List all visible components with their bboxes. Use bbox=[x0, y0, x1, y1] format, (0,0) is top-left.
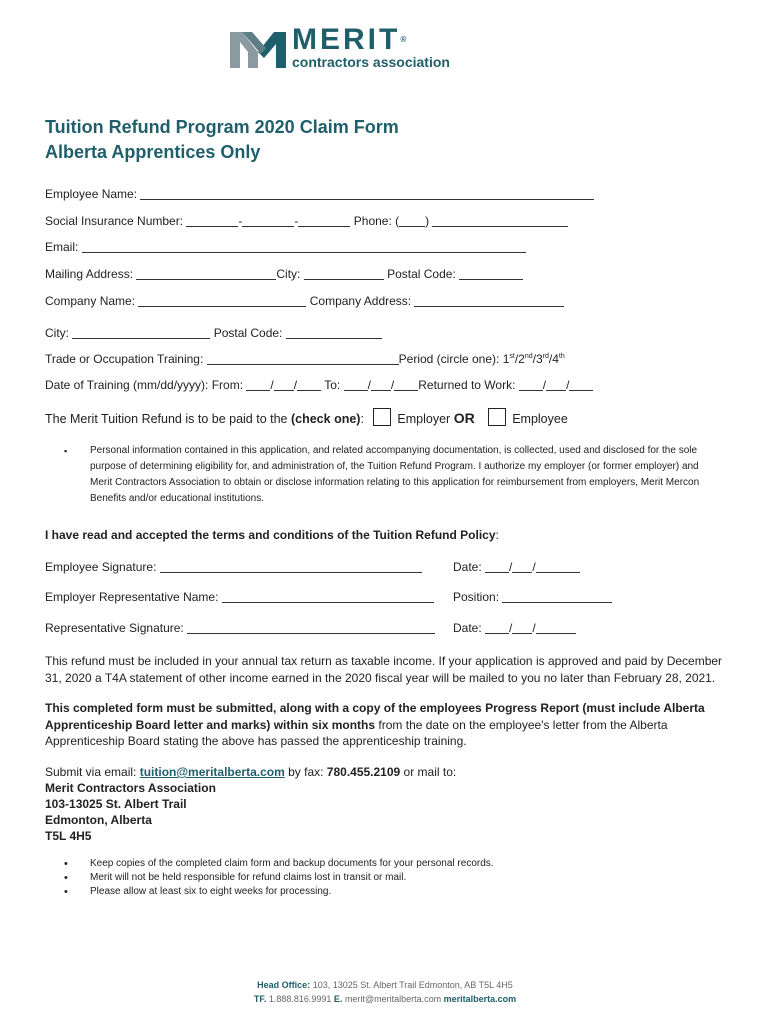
to-day-field[interactable] bbox=[371, 379, 391, 391]
date2-row bbox=[453, 621, 576, 635]
date-slash: / bbox=[270, 378, 274, 392]
city-field[interactable] bbox=[72, 327, 210, 339]
return-month-field[interactable] bbox=[519, 379, 543, 391]
square-bullet-icon: ▪ bbox=[64, 446, 68, 456]
mailing-address-field[interactable] bbox=[136, 268, 276, 280]
sin-field-3[interactable] bbox=[298, 215, 350, 227]
date1-month-field[interactable] bbox=[485, 561, 509, 573]
employee-checkbox[interactable] bbox=[488, 408, 506, 426]
date-slash: / bbox=[509, 560, 513, 574]
tax-note: This refund must be included in your annual tax return as taxable income. If your application is approved and paid by December 31, 2020 a T4A statement of other income earned in the 2020 fiscal year will be mailed to you no later than February 28, 2021. bbox=[45, 654, 723, 685]
from-month-field[interactable] bbox=[246, 379, 270, 391]
employer-checkbox[interactable] bbox=[373, 408, 391, 426]
from-year-field[interactable] bbox=[297, 379, 321, 391]
sin-separator: - bbox=[294, 214, 299, 228]
company-address-field[interactable] bbox=[414, 295, 564, 307]
email-label: E. bbox=[333, 994, 343, 1004]
sin-separator: - bbox=[238, 214, 243, 228]
city-field[interactable] bbox=[304, 268, 384, 280]
trade-label: Trade or Occupation Training: bbox=[45, 352, 204, 366]
sin-field-2[interactable] bbox=[242, 215, 294, 227]
date-of-training-label: Date of Training (mm/dd/yyyy): From: bbox=[45, 378, 244, 392]
note-text: Merit will not be held responsible for refund claims lost in transit or mail. bbox=[90, 872, 407, 883]
to-label: To: bbox=[324, 378, 341, 392]
mailing-address-line: 103-13025 St. Albert Trail bbox=[45, 797, 187, 811]
note-text: Keep copies of the completed claim form and backup documents for your personal records. bbox=[90, 858, 494, 869]
mailing-address-line: Merit Contractors Association bbox=[45, 781, 216, 795]
date-of-training-row bbox=[45, 378, 593, 392]
date-slash: / bbox=[566, 378, 570, 392]
date-slash: / bbox=[390, 378, 395, 392]
note-text: Please allow at least six to eight weeks for processing. bbox=[90, 886, 332, 897]
date-slash: / bbox=[532, 621, 536, 635]
submit-instructions bbox=[45, 764, 725, 781]
bullet-dot-icon: • bbox=[64, 858, 68, 870]
date2-year-field[interactable] bbox=[536, 622, 576, 634]
company-address-label: Company Address: bbox=[309, 294, 412, 308]
company-name-label: Company Name: bbox=[45, 294, 136, 308]
submit-prefix: Submit via email: bbox=[45, 765, 140, 779]
to-year-field[interactable] bbox=[394, 379, 418, 391]
rep-signature-row bbox=[45, 621, 435, 635]
privacy-text: Personal information contained in this application, and related accompanying documentation, is collected, used and disclosed for the sole purpose of determining eligibility for, and administration of, the Tuition Refund Program. I authorize my employer (or former employer) and Merit Contractors Association to obtain or disclose information relating to this application for reimbursement from employers, Merit Mercon Benefits and/or educational institutions. bbox=[90, 445, 700, 504]
employer-option-label: Employer bbox=[397, 412, 451, 426]
website-link[interactable]: meritalberta.com bbox=[443, 994, 517, 1004]
trade-row bbox=[45, 352, 565, 366]
form-title: Tuition Refund Program 2020 Claim Form bbox=[45, 117, 399, 137]
email-field[interactable] bbox=[82, 241, 526, 253]
employer-rep-name-field[interactable] bbox=[222, 591, 434, 603]
sin-label: Social Insurance Number: bbox=[45, 214, 184, 228]
date-slash: / bbox=[532, 560, 536, 574]
employee-name-label: Employee Name: bbox=[45, 187, 138, 201]
from-day-field[interactable] bbox=[274, 379, 294, 391]
footer-head-office bbox=[0, 980, 770, 990]
returned-to-work-label: Returned to Work: bbox=[418, 378, 516, 392]
footer-contact bbox=[0, 994, 770, 1004]
date1-day-field[interactable] bbox=[512, 561, 532, 573]
submission-rest-text: from the date on the employee's letter from the Alberta Apprenticeship Board stating the above has passed the apprenticeship training. bbox=[45, 717, 668, 748]
sin-field-1[interactable] bbox=[186, 215, 238, 227]
mailing-address-label: Mailing Address: bbox=[45, 267, 134, 281]
logo-brand: MERIT® bbox=[292, 23, 407, 56]
phone-label: Phone: ( bbox=[353, 214, 400, 228]
date2-day-field[interactable] bbox=[512, 622, 532, 634]
merit-logo-mark-icon bbox=[228, 26, 290, 70]
company-name-row bbox=[45, 294, 564, 308]
logo-subtitle: contractors association bbox=[292, 54, 450, 70]
date-slash: / bbox=[509, 621, 513, 635]
email-row bbox=[45, 240, 526, 254]
employer-rep-name-label: Employer Representative Name: bbox=[45, 590, 219, 604]
employer-rep-name-row bbox=[45, 590, 434, 604]
postal-code-label: Postal Code: bbox=[213, 326, 283, 340]
position-row bbox=[453, 590, 612, 604]
date-label: Date: bbox=[453, 560, 482, 574]
fax-number: 780.455.2109 bbox=[326, 765, 401, 779]
city-label: City: bbox=[45, 326, 69, 340]
position-field[interactable] bbox=[502, 591, 612, 603]
city-label: City: bbox=[276, 267, 301, 281]
postal-code-field[interactable] bbox=[459, 268, 523, 280]
date1-row bbox=[453, 560, 580, 574]
employee-signature-label: Employee Signature: bbox=[45, 560, 157, 574]
submission-bold-text: This completed form must be submitted, along with a copy of the employees Progress Report (must include Alberta Apprenticeship Board letter and marks) within six months bbox=[45, 701, 705, 732]
payment-colon: : bbox=[360, 412, 364, 426]
employee-signature-field[interactable] bbox=[160, 561, 422, 573]
mailing-address-row bbox=[45, 267, 523, 281]
date-slash: / bbox=[542, 378, 547, 392]
logo bbox=[228, 23, 458, 72]
rep-signature-label: Representative Signature: bbox=[45, 621, 184, 635]
postal-code-field[interactable] bbox=[286, 327, 382, 339]
terms-heading bbox=[45, 528, 499, 542]
mailing-address-line: T5L 4H5 bbox=[45, 829, 92, 843]
tf-label: TF. bbox=[253, 994, 267, 1004]
rep-signature-field[interactable] bbox=[187, 622, 435, 634]
employee-name-field[interactable] bbox=[140, 188, 594, 200]
date-label: Date: bbox=[453, 621, 482, 635]
bullet-dot-icon: • bbox=[64, 872, 68, 884]
payment-text: The Merit Tuition Refund is to be paid to the bbox=[45, 412, 288, 426]
city-row bbox=[45, 326, 382, 340]
form-subtitle: Alberta Apprentices Only bbox=[45, 142, 261, 162]
period-label: Period (circle one): 1st/2nd/3rd/4th bbox=[398, 352, 565, 366]
mailing-address-line: Edmonton, Alberta bbox=[45, 813, 152, 827]
terms-heading-text: I have read and accepted the terms and conditions of the Tuition Refund Policy bbox=[45, 528, 496, 542]
submit-by-fax: by fax: bbox=[284, 765, 327, 779]
footer-email: merit@meritalberta.com bbox=[342, 994, 444, 1004]
date1-year-field[interactable] bbox=[536, 561, 580, 573]
or-label: OR bbox=[453, 410, 475, 426]
submission-requirements bbox=[45, 700, 725, 750]
employee-option-label: Employee bbox=[512, 412, 568, 426]
employee-signature-row bbox=[45, 560, 422, 574]
check-one-label: (check one) bbox=[290, 412, 361, 426]
date2-month-field[interactable] bbox=[485, 622, 509, 634]
terms-colon: : bbox=[495, 528, 499, 542]
tf-number: 1.888.816.9991 bbox=[266, 994, 334, 1004]
company-name-field[interactable] bbox=[138, 295, 306, 307]
date-slash: / bbox=[367, 378, 371, 392]
phone-paren: ) bbox=[425, 214, 430, 228]
sin-row bbox=[45, 214, 568, 228]
note-item bbox=[64, 884, 720, 900]
trade-field[interactable] bbox=[207, 353, 399, 365]
to-month-field[interactable] bbox=[344, 379, 368, 391]
head-office-address: 103, 13025 St. Albert Trail Edmonton, AB T5L 4H5 bbox=[310, 980, 513, 990]
privacy-statement bbox=[64, 443, 720, 507]
payment-row bbox=[45, 408, 568, 426]
phone-area-code-field[interactable] bbox=[399, 215, 425, 227]
position-label: Position: bbox=[453, 590, 500, 604]
employee-name-row bbox=[45, 187, 594, 201]
submit-or-mail: or mail to: bbox=[400, 765, 457, 779]
return-day-field[interactable] bbox=[546, 379, 566, 391]
bullet-dot-icon: • bbox=[64, 886, 68, 898]
phone-number-field[interactable] bbox=[432, 215, 568, 227]
submit-email-link[interactable]: tuition@meritalberta.com bbox=[139, 765, 285, 779]
return-year-field[interactable] bbox=[569, 379, 593, 391]
email-label: Email: bbox=[45, 240, 79, 254]
head-office-label: Head Office: bbox=[257, 980, 311, 990]
postal-code-label: Postal Code: bbox=[387, 267, 456, 281]
date-slash: / bbox=[293, 378, 298, 392]
